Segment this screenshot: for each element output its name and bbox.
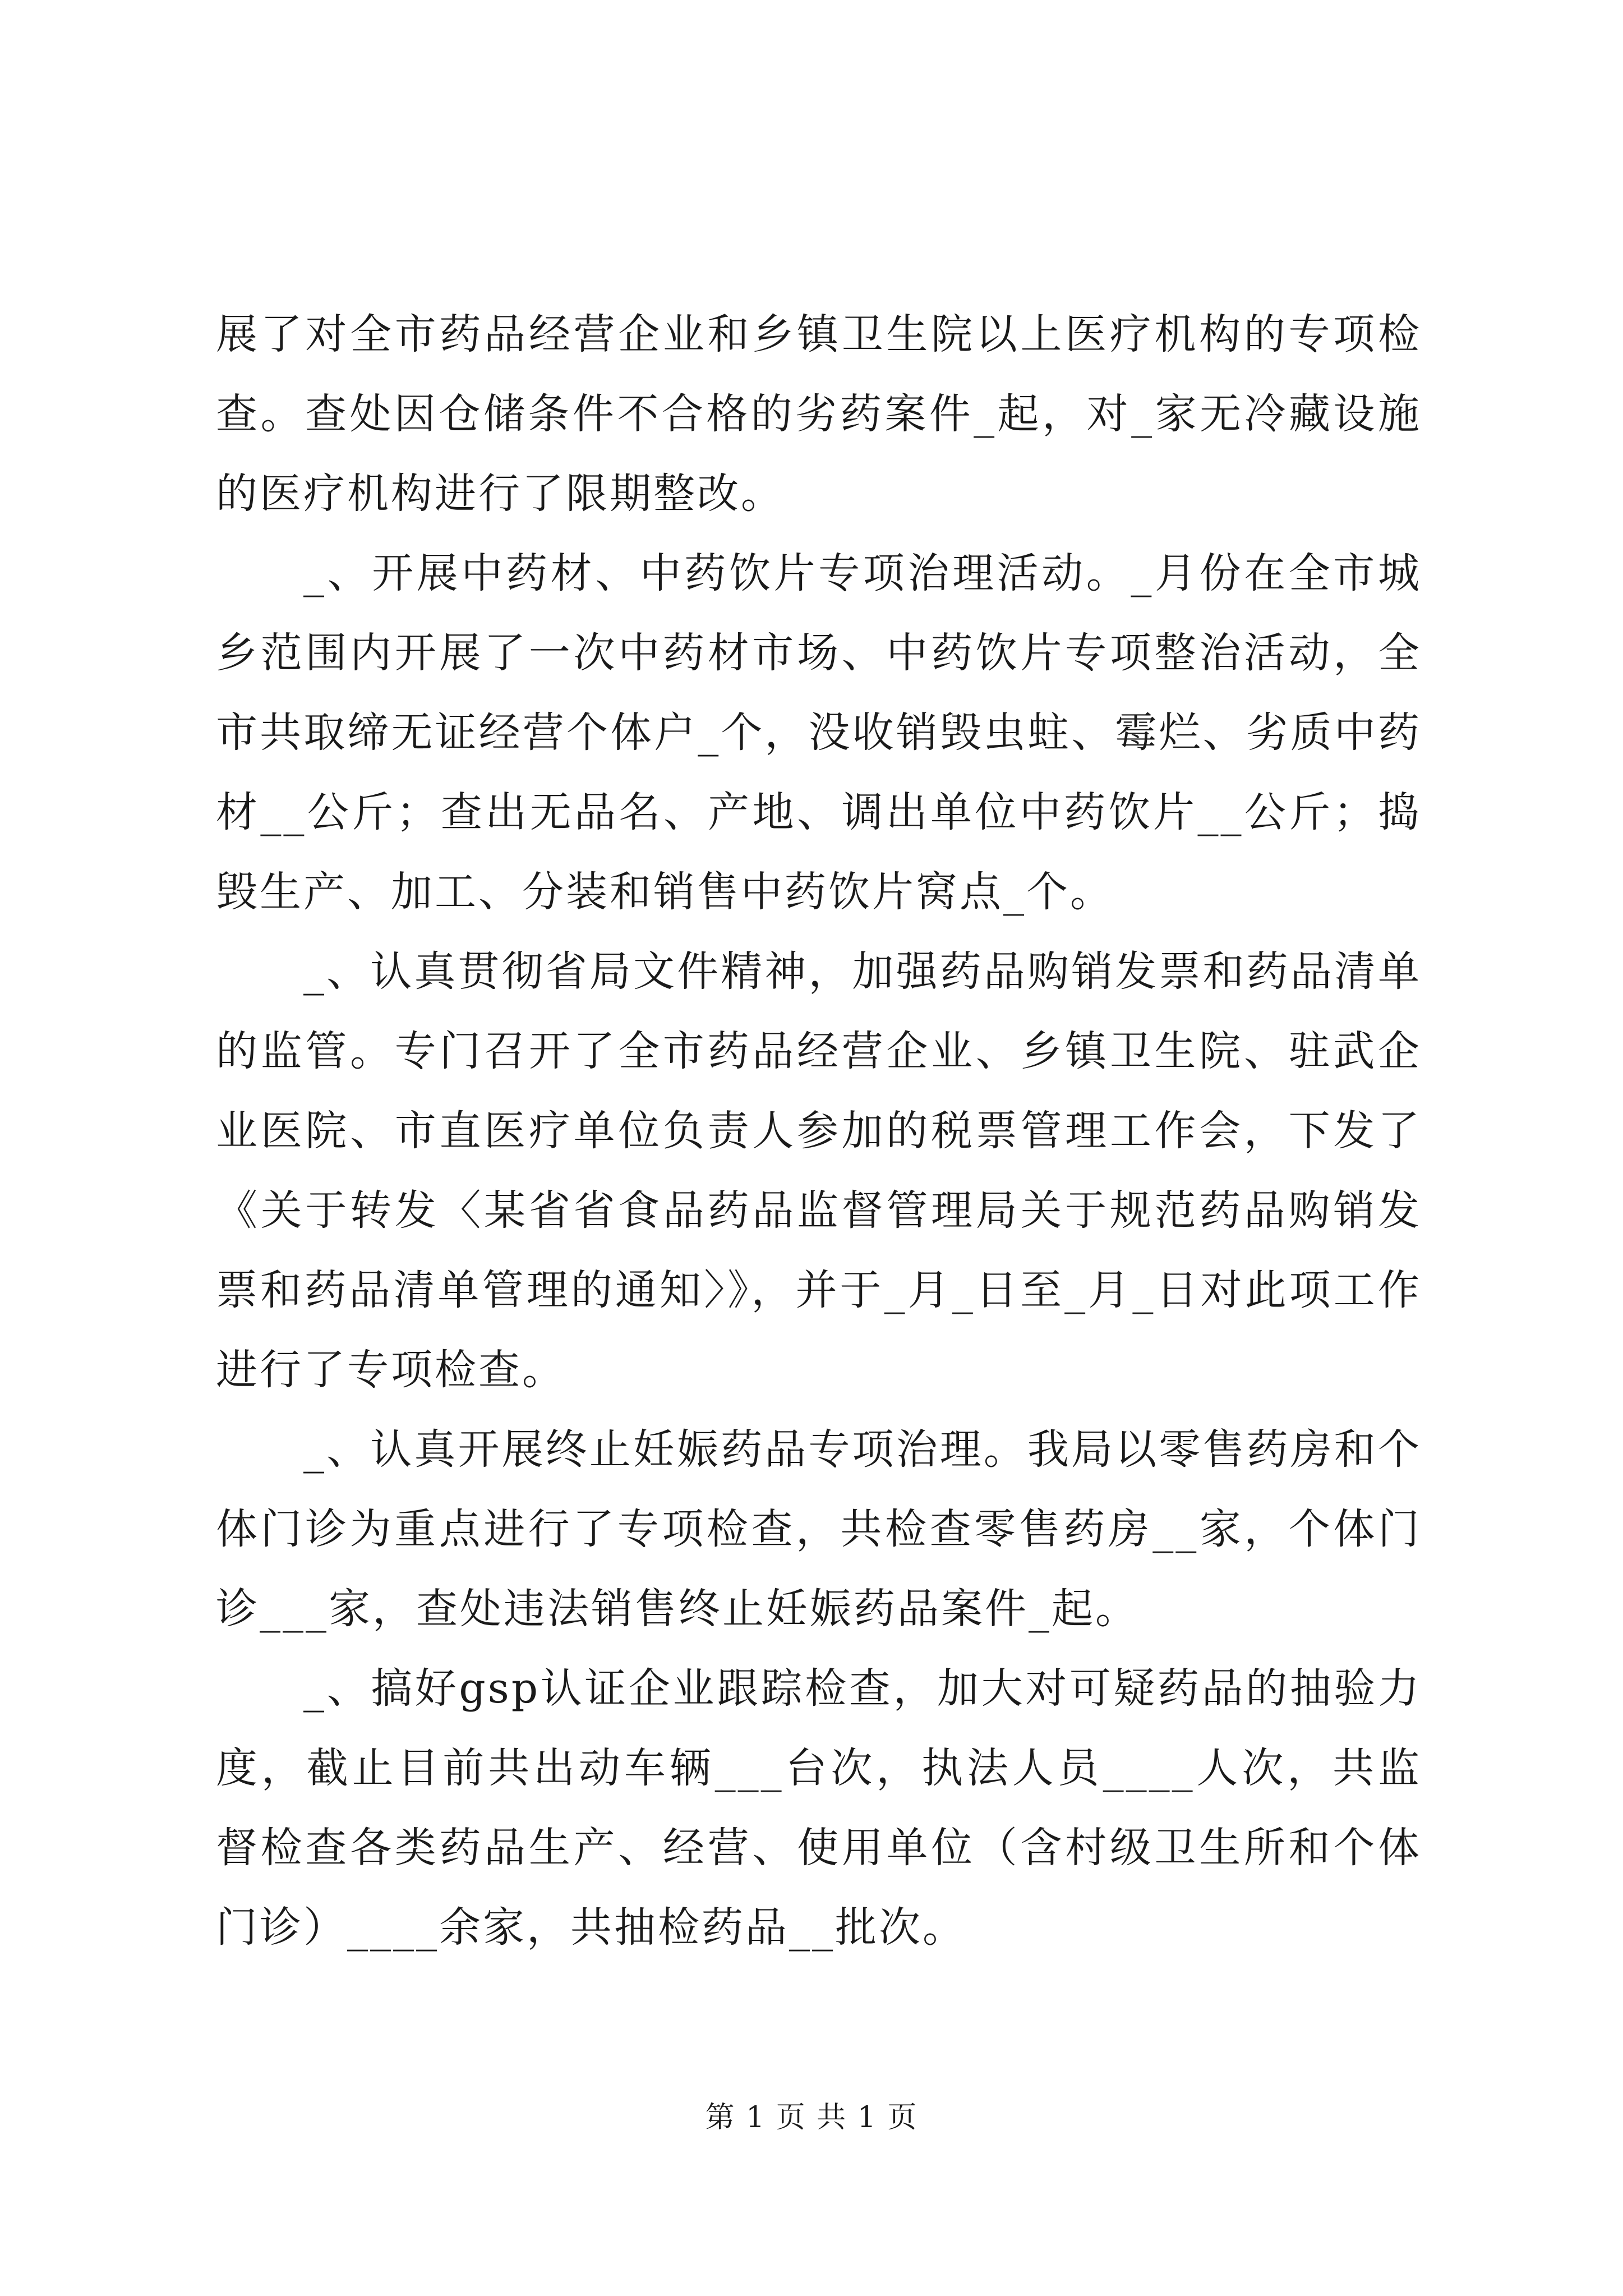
paragraph-gsp-inspection: _、搞好gsp认证企业跟踪检查，加大对可疑药品的抽验力度，截止目前共出动车辆___台次，执法人员____人次，共监督检查各类药品生产、经营、使用单位（含村级卫生所和个体门诊）____余家，共抽检药品__批次。 xyxy=(216,1664,1422,1952)
paragraph-invoice-supervision: _、认真贯彻省局文件精神，加强药品购销发票和药品清单的监管。专门召开了全市药品经营企业、乡镇卫生院、驻武企业医院、市直医疗单位负责人参加的税票管理工作会，下发了《关于转发〈某省省食品药品监督管理局关于规范药品购销发票和药品清单管理的通知〉》，并于_月_日至_月_日对此项工作进行了专项检查。 xyxy=(216,947,1422,1394)
page-footer: 第 1 页 共 1 页 xyxy=(705,2101,918,2134)
document-body xyxy=(216,295,1422,1967)
paragraph-pregnancy-drugs: _、认真开展终止妊娠药品专项治理。我局以零售药房和个体门诊为重点进行了专项检查，共检查零售药房__家，个体门诊___家，查处违法销售终止妊娠药品案件_起。 xyxy=(216,1425,1422,1633)
paragraph-herbal-medicine: _、开展中药材、中药饮片专项治理活动。_月份在全市城乡范围内开展了一次中药材市场、中药饮片专项整治活动，全市共取缔无证经营个体户_个，没收销毁虫蛀、霉烂、劣质中药材__公斤；查出无品名、产地、调出单位中药饮片__公斤；捣毁生产、加工、分装和销售中药饮片窝点_个。 xyxy=(216,549,1422,916)
paragraph-continuation: 展了对全市药品经营企业和乡镇卫生院以上医疗机构的专项检查。查处因仓储条件不合格的劣药案件_起，对_家无冷藏设施的医疗机构进行了限期整改。 xyxy=(216,310,1422,518)
